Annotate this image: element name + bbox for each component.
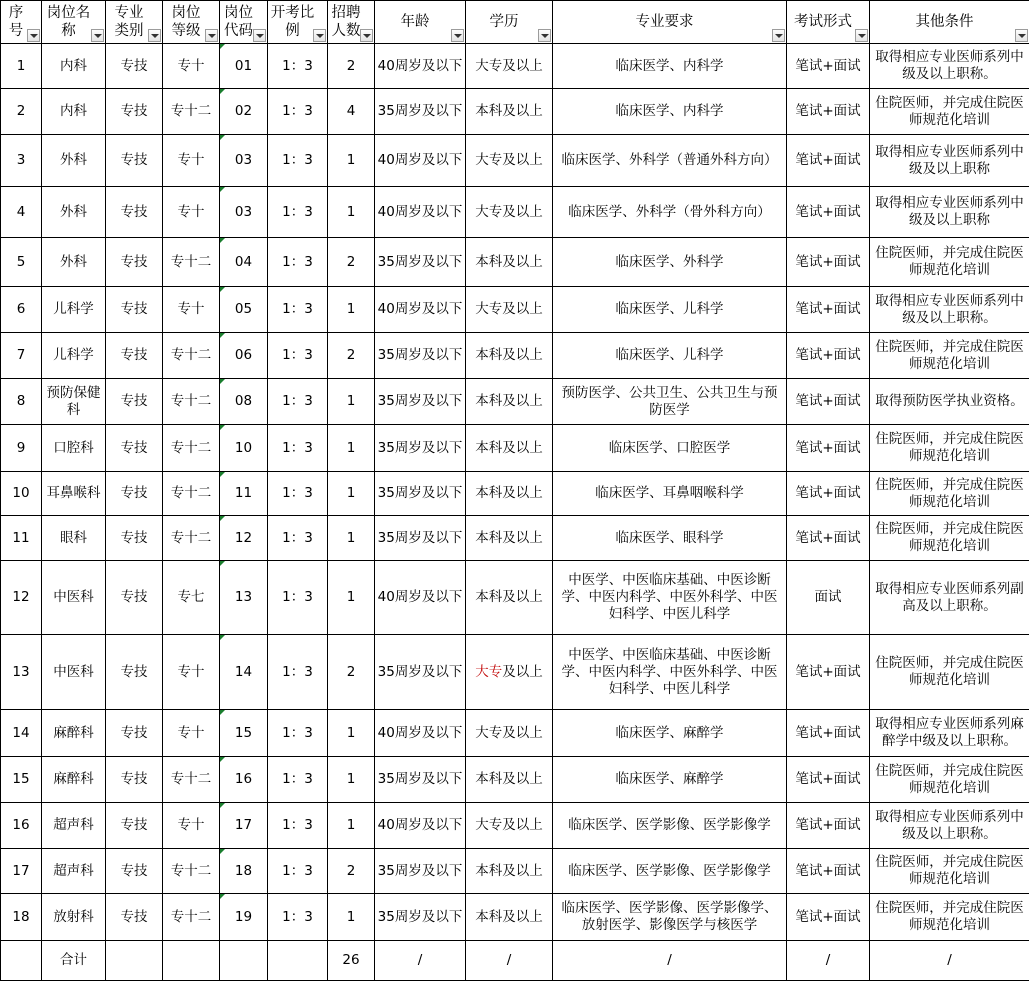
table-row bbox=[1, 849, 1029, 894]
exam-ratio-cell[interactable]: 1：3 bbox=[268, 187, 328, 238]
level-cell[interactable]: 专十二 bbox=[163, 379, 220, 425]
education-text: 及以上 bbox=[502, 663, 543, 680]
exam-ratio-cell[interactable]: 1：3 bbox=[268, 516, 328, 561]
header-cell-major: 专业要求 bbox=[553, 1, 787, 44]
table-row bbox=[1, 287, 1029, 333]
other-conditions-cell[interactable]: 住院医师，并完成住院医师规范化培训 bbox=[870, 333, 1029, 379]
level-cell[interactable]: 专十 bbox=[163, 44, 220, 89]
exam-ratio-cell[interactable]: 1：3 bbox=[268, 710, 328, 757]
age-cell[interactable]: 40周岁及以下 bbox=[375, 803, 466, 849]
filter-dropdown-button[interactable] bbox=[253, 29, 266, 42]
level-cell[interactable]: 专十二 bbox=[163, 516, 220, 561]
level-cell[interactable]: 专十 bbox=[163, 635, 220, 710]
major-cell[interactable]: 临床医学、眼科学 bbox=[553, 516, 787, 561]
total-row bbox=[1, 941, 1029, 981]
position-name-cell[interactable]: 耳鼻喉科 bbox=[42, 472, 106, 516]
position-code-cell[interactable]: 03 bbox=[220, 135, 268, 187]
row-no-cell[interactable]: 12 bbox=[1, 561, 42, 635]
age-cell[interactable]: 35周岁及以下 bbox=[375, 333, 466, 379]
position-name-cell[interactable]: 口腔科 bbox=[42, 425, 106, 472]
major-cell[interactable]: 临床医学、外科学（骨外科方向） bbox=[553, 187, 787, 238]
table-row bbox=[1, 44, 1029, 89]
total-other[interactable]: / bbox=[870, 941, 1029, 981]
position-name-cell[interactable]: 外科 bbox=[42, 238, 106, 287]
table-row bbox=[1, 135, 1029, 187]
major-cell[interactable]: 临床医学、儿科学 bbox=[553, 287, 787, 333]
exam-ratio-cell[interactable]: 1：3 bbox=[268, 757, 328, 803]
recruit-count-cell[interactable]: 2 bbox=[328, 635, 375, 710]
age-cell[interactable]: 40周岁及以下 bbox=[375, 710, 466, 757]
row-no-cell[interactable]: 6 bbox=[1, 287, 42, 333]
age-cell[interactable]: 35周岁及以下 bbox=[375, 238, 466, 287]
other-conditions-cell[interactable]: 住院医师，并完成住院医师规范化培训 bbox=[870, 238, 1029, 287]
level-cell[interactable]: 专十二 bbox=[163, 238, 220, 287]
header-cell-name: 岗位名称 bbox=[42, 1, 106, 44]
education-cell[interactable]: 本科及以上 bbox=[466, 89, 553, 135]
position-name-cell[interactable]: 中医科 bbox=[42, 635, 106, 710]
age-cell[interactable]: 40周岁及以下 bbox=[375, 44, 466, 89]
category-cell[interactable]: 专技 bbox=[106, 894, 163, 941]
exam-type-cell[interactable]: 笔试+面试 bbox=[787, 379, 870, 425]
total-age[interactable]: / bbox=[375, 941, 466, 981]
position-code-cell[interactable]: 13 bbox=[220, 561, 268, 635]
other-conditions-cell[interactable]: 住院医师，并完成住院医师规范化培训 bbox=[870, 757, 1029, 803]
position-name-cell[interactable]: 超声科 bbox=[42, 803, 106, 849]
recruit-count-cell[interactable]: 1 bbox=[328, 516, 375, 561]
header-cell-age: 年龄 bbox=[375, 1, 466, 44]
filter-dropdown-button[interactable] bbox=[772, 29, 785, 42]
position-code-cell[interactable]: 12 bbox=[220, 516, 268, 561]
row-no-cell[interactable]: 14 bbox=[1, 710, 42, 757]
education-cell[interactable]: 本科及以上 bbox=[466, 425, 553, 472]
education-cell[interactable]: 大专及以上 bbox=[466, 710, 553, 757]
level-cell[interactable]: 专十二 bbox=[163, 894, 220, 941]
category-cell[interactable]: 专技 bbox=[106, 187, 163, 238]
exam-type-cell[interactable]: 笔试+面试 bbox=[787, 135, 870, 187]
position-name-cell[interactable]: 麻醉科 bbox=[42, 757, 106, 803]
exam-ratio-cell[interactable]: 1：3 bbox=[268, 135, 328, 187]
major-cell[interactable]: 临床医学、外科学 bbox=[553, 238, 787, 287]
filter-dropdown-button[interactable] bbox=[313, 29, 326, 42]
header-cell-level: 岗位等级 bbox=[163, 1, 220, 44]
position-name-cell[interactable]: 眼科 bbox=[42, 516, 106, 561]
education-cell[interactable]: 本科及以上 bbox=[466, 757, 553, 803]
total-count[interactable]: 26 bbox=[328, 941, 375, 981]
exam-type-cell[interactable]: 笔试+面试 bbox=[787, 333, 870, 379]
category-cell[interactable]: 专技 bbox=[106, 287, 163, 333]
exam-ratio-cell[interactable]: 1：3 bbox=[268, 379, 328, 425]
other-conditions-cell[interactable]: 住院医师，并完成住院医师规范化培训 bbox=[870, 894, 1029, 941]
recruit-count-cell[interactable]: 1 bbox=[328, 757, 375, 803]
table-row bbox=[1, 803, 1029, 849]
exam-type-cell[interactable]: 面试 bbox=[787, 561, 870, 635]
category-cell[interactable]: 专技 bbox=[106, 379, 163, 425]
exam-type-cell[interactable]: 笔试+面试 bbox=[787, 635, 870, 710]
recruit-count-cell[interactable]: 1 bbox=[328, 710, 375, 757]
row-no-cell[interactable]: 3 bbox=[1, 135, 42, 187]
education-cell[interactable]: 大专及以上 bbox=[466, 135, 553, 187]
header-cell-count: 招聘人数 bbox=[328, 1, 375, 44]
exam-ratio-cell[interactable]: 1：3 bbox=[268, 287, 328, 333]
position-code-cell[interactable]: 17 bbox=[220, 803, 268, 849]
header-row bbox=[1, 1, 1029, 44]
filter-dropdown-button[interactable] bbox=[538, 29, 551, 42]
exam-type-cell[interactable]: 笔试+面试 bbox=[787, 710, 870, 757]
position-code-cell[interactable]: 01 bbox=[220, 44, 268, 89]
table-row bbox=[1, 710, 1029, 757]
row-no-cell[interactable]: 15 bbox=[1, 757, 42, 803]
age-cell[interactable]: 35周岁及以下 bbox=[375, 849, 466, 894]
table-row bbox=[1, 333, 1029, 379]
level-cell[interactable]: 专十二 bbox=[163, 425, 220, 472]
category-cell[interactable]: 专技 bbox=[106, 635, 163, 710]
table-row bbox=[1, 561, 1029, 635]
recruit-count-cell[interactable]: 1 bbox=[328, 472, 375, 516]
level-cell[interactable]: 专十二 bbox=[163, 472, 220, 516]
position-code-cell[interactable]: 11 bbox=[220, 472, 268, 516]
major-cell[interactable]: 临床医学、医学影像、医学影像学 bbox=[553, 803, 787, 849]
education-cell[interactable]: 本科及以上 bbox=[466, 238, 553, 287]
position-name-cell[interactable]: 外科 bbox=[42, 135, 106, 187]
row-no-cell[interactable]: 5 bbox=[1, 238, 42, 287]
major-cell[interactable]: 临床医学、耳鼻咽喉科学 bbox=[553, 472, 787, 516]
education-cell[interactable]: 本科及以上 bbox=[466, 472, 553, 516]
category-cell[interactable]: 专技 bbox=[106, 849, 163, 894]
exam-ratio-cell[interactable]: 1：3 bbox=[268, 894, 328, 941]
category-cell[interactable]: 专技 bbox=[106, 757, 163, 803]
position-name-cell[interactable]: 内科 bbox=[42, 44, 106, 89]
total-cell-ratio[interactable] bbox=[268, 941, 328, 981]
exam-ratio-cell[interactable]: 1：3 bbox=[268, 333, 328, 379]
other-conditions-cell[interactable]: 住院医师，并完成住院医师规范化培训 bbox=[870, 516, 1029, 561]
exam-ratio-cell[interactable]: 1：3 bbox=[268, 803, 328, 849]
table-row bbox=[1, 635, 1029, 710]
row-no-cell[interactable]: 1 bbox=[1, 44, 42, 89]
recruit-count-cell[interactable]: 1 bbox=[328, 187, 375, 238]
category-cell[interactable]: 专技 bbox=[106, 803, 163, 849]
level-cell[interactable]: 专十 bbox=[163, 187, 220, 238]
header-cell-exam: 考试形式 bbox=[787, 1, 870, 44]
recruit-count-cell[interactable]: 4 bbox=[328, 89, 375, 135]
table-row bbox=[1, 89, 1029, 135]
education-cell[interactable] bbox=[466, 635, 553, 710]
position-code-cell[interactable]: 19 bbox=[220, 894, 268, 941]
position-name-cell[interactable]: 儿科学 bbox=[42, 287, 106, 333]
filter-dropdown-button[interactable] bbox=[205, 29, 218, 42]
exam-type-cell[interactable]: 笔试+面试 bbox=[787, 187, 870, 238]
row-no-cell[interactable]: 7 bbox=[1, 333, 42, 379]
filter-dropdown-button[interactable] bbox=[148, 29, 161, 42]
level-cell[interactable]: 专十 bbox=[163, 803, 220, 849]
position-name-cell[interactable]: 外科 bbox=[42, 187, 106, 238]
recruit-count-cell[interactable]: 1 bbox=[328, 894, 375, 941]
category-cell[interactable]: 专技 bbox=[106, 135, 163, 187]
filter-dropdown-button[interactable] bbox=[91, 29, 104, 42]
other-conditions-cell[interactable]: 住院医师，并完成住院医师规范化培训 bbox=[870, 849, 1029, 894]
other-conditions-cell[interactable]: 取得相应专业医师系列中级及以上职称 bbox=[870, 135, 1029, 187]
exam-type-cell[interactable]: 笔试+面试 bbox=[787, 425, 870, 472]
position-name-cell[interactable]: 儿科学 bbox=[42, 333, 106, 379]
table-row bbox=[1, 757, 1029, 803]
row-no-cell[interactable]: 16 bbox=[1, 803, 42, 849]
exam-ratio-cell[interactable]: 1：3 bbox=[268, 89, 328, 135]
age-cell[interactable]: 35周岁及以下 bbox=[375, 472, 466, 516]
age-cell[interactable]: 35周岁及以下 bbox=[375, 635, 466, 710]
other-conditions-cell[interactable]: 住院医师，并完成住院医师规范化培训 bbox=[870, 635, 1029, 710]
age-cell[interactable]: 35周岁及以下 bbox=[375, 516, 466, 561]
recruit-count-cell[interactable]: 2 bbox=[328, 333, 375, 379]
position-code-cell[interactable]: 06 bbox=[220, 333, 268, 379]
education-cell[interactable]: 大专及以上 bbox=[466, 803, 553, 849]
row-no-cell[interactable]: 9 bbox=[1, 425, 42, 472]
exam-type-cell[interactable]: 笔试+面试 bbox=[787, 89, 870, 135]
total-cell-code[interactable] bbox=[220, 941, 268, 981]
position-code-cell[interactable]: 02 bbox=[220, 89, 268, 135]
recruit-count-cell[interactable]: 1 bbox=[328, 425, 375, 472]
position-code-cell[interactable]: 15 bbox=[220, 710, 268, 757]
row-no-cell[interactable]: 11 bbox=[1, 516, 42, 561]
position-code-cell[interactable]: 04 bbox=[220, 238, 268, 287]
exam-ratio-cell[interactable]: 1：3 bbox=[268, 561, 328, 635]
other-conditions-cell[interactable]: 住院医师，并完成住院医师规范化培训 bbox=[870, 425, 1029, 472]
total-cell-no[interactable] bbox=[1, 941, 42, 981]
recruit-count-cell[interactable]: 1 bbox=[328, 561, 375, 635]
level-cell[interactable]: 专十二 bbox=[163, 333, 220, 379]
position-code-cell[interactable]: 14 bbox=[220, 635, 268, 710]
education-cell[interactable]: 本科及以上 bbox=[466, 849, 553, 894]
level-cell[interactable]: 专十二 bbox=[163, 89, 220, 135]
row-no-cell[interactable]: 2 bbox=[1, 89, 42, 135]
other-conditions-cell[interactable]: 取得相应专业医师系列中级及以上职称。 bbox=[870, 287, 1029, 333]
age-cell[interactable]: 35周岁及以下 bbox=[375, 379, 466, 425]
age-cell[interactable]: 40周岁及以下 bbox=[375, 135, 466, 187]
other-conditions-cell[interactable]: 取得相应专业医师系列中级及以上职称。 bbox=[870, 44, 1029, 89]
header-cell-education: 学历 bbox=[466, 1, 553, 44]
level-cell[interactable]: 专七 bbox=[163, 561, 220, 635]
level-cell[interactable]: 专十二 bbox=[163, 757, 220, 803]
position-code-cell[interactable]: 03 bbox=[220, 187, 268, 238]
exam-type-cell[interactable]: 笔试+面试 bbox=[787, 516, 870, 561]
position-code-cell[interactable]: 10 bbox=[220, 425, 268, 472]
recruit-count-cell[interactable]: 1 bbox=[328, 379, 375, 425]
table-row bbox=[1, 238, 1029, 287]
exam-type-cell[interactable]: 笔试+面试 bbox=[787, 894, 870, 941]
category-cell[interactable]: 专技 bbox=[106, 516, 163, 561]
level-cell[interactable]: 专十二 bbox=[163, 849, 220, 894]
position-name-cell[interactable]: 超声科 bbox=[42, 849, 106, 894]
filter-dropdown-button[interactable] bbox=[360, 29, 373, 42]
education-cell[interactable]: 本科及以上 bbox=[466, 333, 553, 379]
table-row bbox=[1, 516, 1029, 561]
age-cell[interactable]: 40周岁及以下 bbox=[375, 287, 466, 333]
major-cell[interactable]: 临床医学、口腔医学 bbox=[553, 425, 787, 472]
table-row bbox=[1, 894, 1029, 941]
row-no-cell[interactable]: 17 bbox=[1, 849, 42, 894]
category-cell[interactable]: 专技 bbox=[106, 333, 163, 379]
exam-ratio-cell[interactable]: 1：3 bbox=[268, 238, 328, 287]
other-conditions-cell[interactable]: 取得预防医学执业资格。 bbox=[870, 379, 1029, 425]
total-education[interactable]: / bbox=[466, 941, 553, 981]
other-conditions-cell[interactable]: 取得相应专业医师系列中级及以上职称。 bbox=[870, 803, 1029, 849]
exam-type-cell[interactable]: 笔试+面试 bbox=[787, 803, 870, 849]
education-cell[interactable]: 大专及以上 bbox=[466, 287, 553, 333]
recruit-count-cell[interactable]: 2 bbox=[328, 44, 375, 89]
major-cell[interactable]: 预防医学、公共卫生、公共卫生与预防医学 bbox=[553, 379, 787, 425]
table-row bbox=[1, 425, 1029, 472]
position-code-cell[interactable]: 05 bbox=[220, 287, 268, 333]
position-code-cell[interactable]: 18 bbox=[220, 849, 268, 894]
category-cell[interactable]: 专技 bbox=[106, 472, 163, 516]
major-cell[interactable]: 临床医学、医学影像、医学影像学 bbox=[553, 849, 787, 894]
other-conditions-cell[interactable]: 取得相应专业医师系列麻醉学中级及以上职称。 bbox=[870, 710, 1029, 757]
header-cell-no: 序号 bbox=[1, 1, 42, 44]
category-cell[interactable]: 专技 bbox=[106, 561, 163, 635]
level-cell[interactable]: 专十 bbox=[163, 710, 220, 757]
table-row bbox=[1, 472, 1029, 516]
exam-type-cell[interactable]: 笔试+面试 bbox=[787, 472, 870, 516]
exam-type-cell[interactable]: 笔试+面试 bbox=[787, 287, 870, 333]
exam-ratio-cell[interactable]: 1：3 bbox=[268, 635, 328, 710]
position-name-cell[interactable]: 内科 bbox=[42, 89, 106, 135]
age-cell[interactable]: 35周岁及以下 bbox=[375, 757, 466, 803]
major-cell[interactable]: 临床医学、内科学 bbox=[553, 44, 787, 89]
exam-type-cell[interactable]: 笔试+面试 bbox=[787, 238, 870, 287]
major-cell[interactable]: 临床医学、外科学（普通外科方向） bbox=[553, 135, 787, 187]
age-cell[interactable]: 40周岁及以下 bbox=[375, 561, 466, 635]
education-cell[interactable]: 本科及以上 bbox=[466, 561, 553, 635]
position-name-cell[interactable]: 放射科 bbox=[42, 894, 106, 941]
row-no-cell[interactable]: 8 bbox=[1, 379, 42, 425]
exam-type-cell[interactable]: 笔试+面试 bbox=[787, 44, 870, 89]
education-highlight-text: 大专 bbox=[475, 663, 503, 680]
exam-type-cell[interactable]: 笔试+面试 bbox=[787, 849, 870, 894]
total-major[interactable]: / bbox=[553, 941, 787, 981]
header-cell-ratio: 开考比例 bbox=[268, 1, 328, 44]
header-cell-category: 专业类别 bbox=[106, 1, 163, 44]
filter-dropdown-button[interactable] bbox=[1015, 29, 1028, 42]
position-code-cell[interactable]: 16 bbox=[220, 757, 268, 803]
other-conditions-cell[interactable]: 住院医师，并完成住院医师规范化培训 bbox=[870, 89, 1029, 135]
major-cell[interactable]: 中医学、中医临床基础、中医诊断学、中医内科学、中医外科学、中医妇科学、中医儿科学 bbox=[553, 561, 787, 635]
position-name-cell[interactable]: 中医科 bbox=[42, 561, 106, 635]
row-no-cell[interactable]: 4 bbox=[1, 187, 42, 238]
category-cell[interactable]: 专技 bbox=[106, 44, 163, 89]
other-conditions-cell[interactable]: 住院医师，并完成住院医师规范化培训 bbox=[870, 472, 1029, 516]
level-cell[interactable]: 专十 bbox=[163, 135, 220, 187]
row-no-cell[interactable]: 18 bbox=[1, 894, 42, 941]
major-cell[interactable]: 临床医学、麻醉学 bbox=[553, 710, 787, 757]
major-cell[interactable]: 临床医学、儿科学 bbox=[553, 333, 787, 379]
education-cell[interactable]: 大专及以上 bbox=[466, 44, 553, 89]
row-no-cell[interactable]: 13 bbox=[1, 635, 42, 710]
age-cell[interactable]: 35周岁及以下 bbox=[375, 89, 466, 135]
filter-dropdown-button[interactable] bbox=[855, 29, 868, 42]
recruit-count-cell[interactable]: 2 bbox=[328, 849, 375, 894]
category-cell[interactable]: 专技 bbox=[106, 238, 163, 287]
age-cell[interactable]: 35周岁及以下 bbox=[375, 894, 466, 941]
exam-ratio-cell[interactable]: 1：3 bbox=[268, 425, 328, 472]
other-conditions-cell[interactable]: 取得相应专业医师系列副高及以上职称。 bbox=[870, 561, 1029, 635]
exam-ratio-cell[interactable]: 1：3 bbox=[268, 44, 328, 89]
total-cell-level[interactable] bbox=[163, 941, 220, 981]
row-no-cell[interactable]: 10 bbox=[1, 472, 42, 516]
major-cell[interactable]: 临床医学、医学影像、医学影像学、放射医学、影像医学与核医学 bbox=[553, 894, 787, 941]
position-name-cell[interactable]: 预防保健科 bbox=[42, 379, 106, 425]
major-cell[interactable]: 中医学、中医临床基础、中医诊断学、中医内科学、中医外科学、中医妇科学、中医儿科学 bbox=[553, 635, 787, 710]
position-code-cell[interactable]: 08 bbox=[220, 379, 268, 425]
other-conditions-cell[interactable]: 取得相应专业医师系列中级及以上职称 bbox=[870, 187, 1029, 238]
major-cell[interactable]: 临床医学、麻醉学 bbox=[553, 757, 787, 803]
education-cell[interactable]: 本科及以上 bbox=[466, 894, 553, 941]
age-cell[interactable]: 35周岁及以下 bbox=[375, 425, 466, 472]
filter-dropdown-button[interactable] bbox=[451, 29, 464, 42]
filter-dropdown-button[interactable] bbox=[27, 29, 40, 42]
level-cell[interactable]: 专十 bbox=[163, 287, 220, 333]
exam-type-cell[interactable]: 笔试+面试 bbox=[787, 757, 870, 803]
exam-ratio-cell[interactable]: 1：3 bbox=[268, 849, 328, 894]
exam-ratio-cell[interactable]: 1：3 bbox=[268, 472, 328, 516]
table-row bbox=[1, 187, 1029, 238]
recruit-count-cell[interactable]: 1 bbox=[328, 803, 375, 849]
category-cell[interactable]: 专技 bbox=[106, 710, 163, 757]
education-cell[interactable]: 本科及以上 bbox=[466, 379, 553, 425]
recruit-count-cell[interactable]: 1 bbox=[328, 287, 375, 333]
category-cell[interactable]: 专技 bbox=[106, 89, 163, 135]
category-cell[interactable]: 专技 bbox=[106, 425, 163, 472]
recruit-count-cell[interactable]: 1 bbox=[328, 135, 375, 187]
header-cell-other: 其他条件 bbox=[870, 1, 1029, 44]
age-cell[interactable]: 40周岁及以下 bbox=[375, 187, 466, 238]
recruit-count-cell[interactable]: 2 bbox=[328, 238, 375, 287]
position-name-cell[interactable]: 麻醉科 bbox=[42, 710, 106, 757]
total-label[interactable]: 合计 bbox=[42, 941, 106, 981]
education-cell[interactable]: 大专及以上 bbox=[466, 187, 553, 238]
table-row bbox=[1, 379, 1029, 425]
total-exam[interactable]: / bbox=[787, 941, 870, 981]
header-cell-code: 岗位代码 bbox=[220, 1, 268, 44]
major-cell[interactable]: 临床医学、内科学 bbox=[553, 89, 787, 135]
education-cell[interactable]: 本科及以上 bbox=[466, 516, 553, 561]
total-cell-category[interactable] bbox=[106, 941, 163, 981]
